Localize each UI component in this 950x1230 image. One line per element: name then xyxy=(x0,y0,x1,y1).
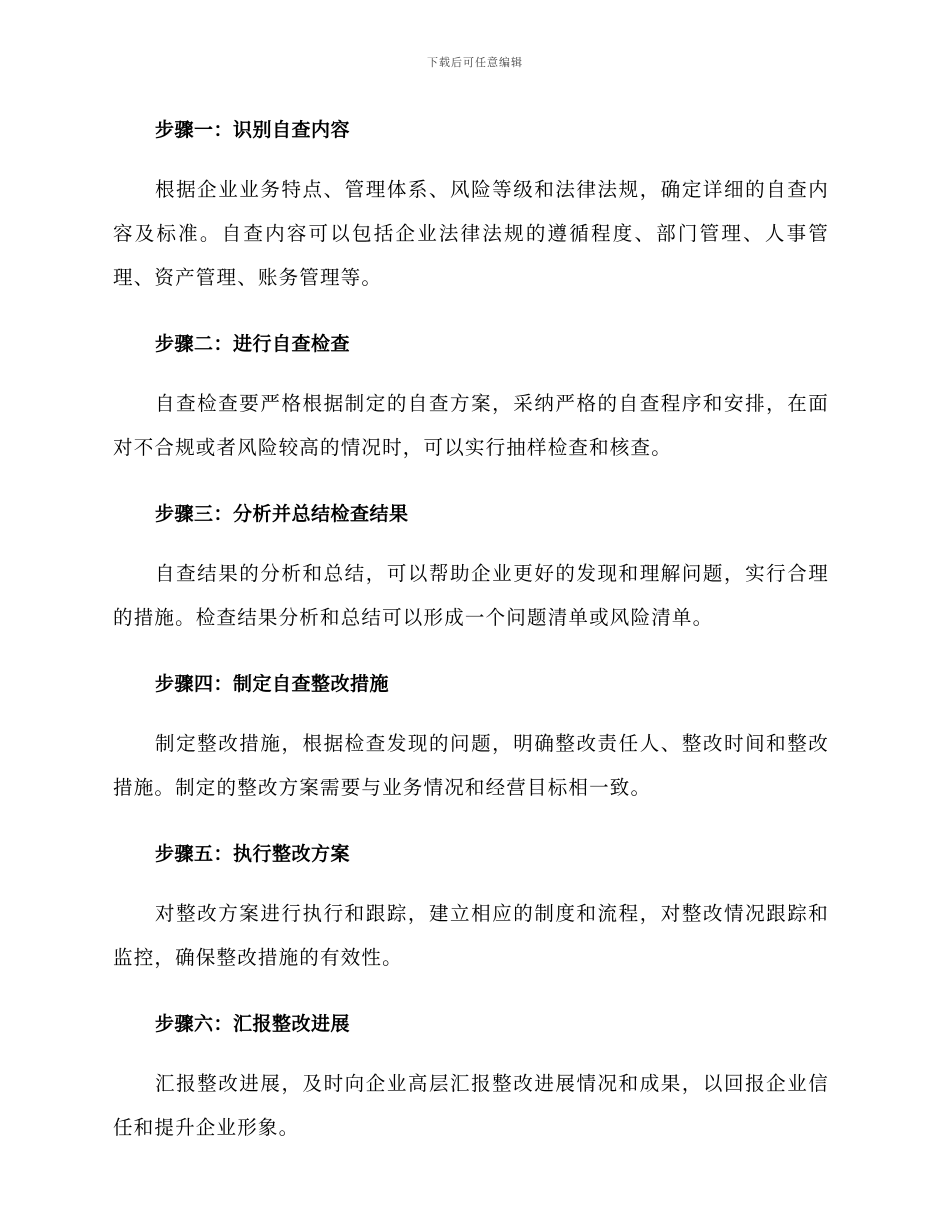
step-body-2: 自查检查要严格根据制定的自查方案，采纳严格的自查程序和安排，在面对不合规或者风险较高的情况时，可以实行抽样检查和核查。 xyxy=(113,392,829,459)
step-heading-5: 步骤五：执行整改方案 xyxy=(155,843,351,865)
page-header-note: 下载后可任意编辑 xyxy=(427,56,523,69)
step-heading-6: 步骤六：汇报整改进展 xyxy=(155,1013,351,1035)
step-heading-1: 步骤一：识别自查内容 xyxy=(155,119,351,141)
document-content xyxy=(113,112,829,1176)
step-body-6: 汇报整改进展，及时向企业高层汇报整改进展情况和成果，以回报企业信任和提升企业形象。 xyxy=(113,1072,829,1139)
step-section-3 xyxy=(113,496,829,640)
step-heading-2: 步骤二：进行自查检查 xyxy=(155,333,351,355)
step-body-3: 自查结果的分析和总结，可以帮助企业更好的发现和理解问题，实行合理的措施。检查结果分析和总结可以形成一个问题清单或风险清单。 xyxy=(113,562,829,629)
step-heading-3: 步骤三：分析并总结检查结果 xyxy=(155,503,409,525)
step-body-1: 根据企业业务特点、管理体系、风险等级和法律法规，确定详细的自查内容及标准。自查内容可以包括企业法律法规的遵循程度、部门管理、人事管理、资产管理、账务管理等。 xyxy=(113,178,829,289)
step-section-6 xyxy=(113,1006,829,1150)
step-section-1 xyxy=(113,112,829,300)
step-section-4 xyxy=(113,666,829,810)
step-section-5 xyxy=(113,836,829,980)
step-section-2 xyxy=(113,326,829,470)
step-heading-4: 步骤四：制定自查整改措施 xyxy=(155,673,390,695)
step-body-5: 对整改方案进行执行和跟踪，建立相应的制度和流程，对整改情况跟踪和监控，确保整改措施的有效性。 xyxy=(113,902,829,969)
step-body-4: 制定整改措施，根据检查发现的问题，明确整改责任人、整改时间和整改措施。制定的整改方案需要与业务情况和经营目标相一致。 xyxy=(113,732,829,799)
